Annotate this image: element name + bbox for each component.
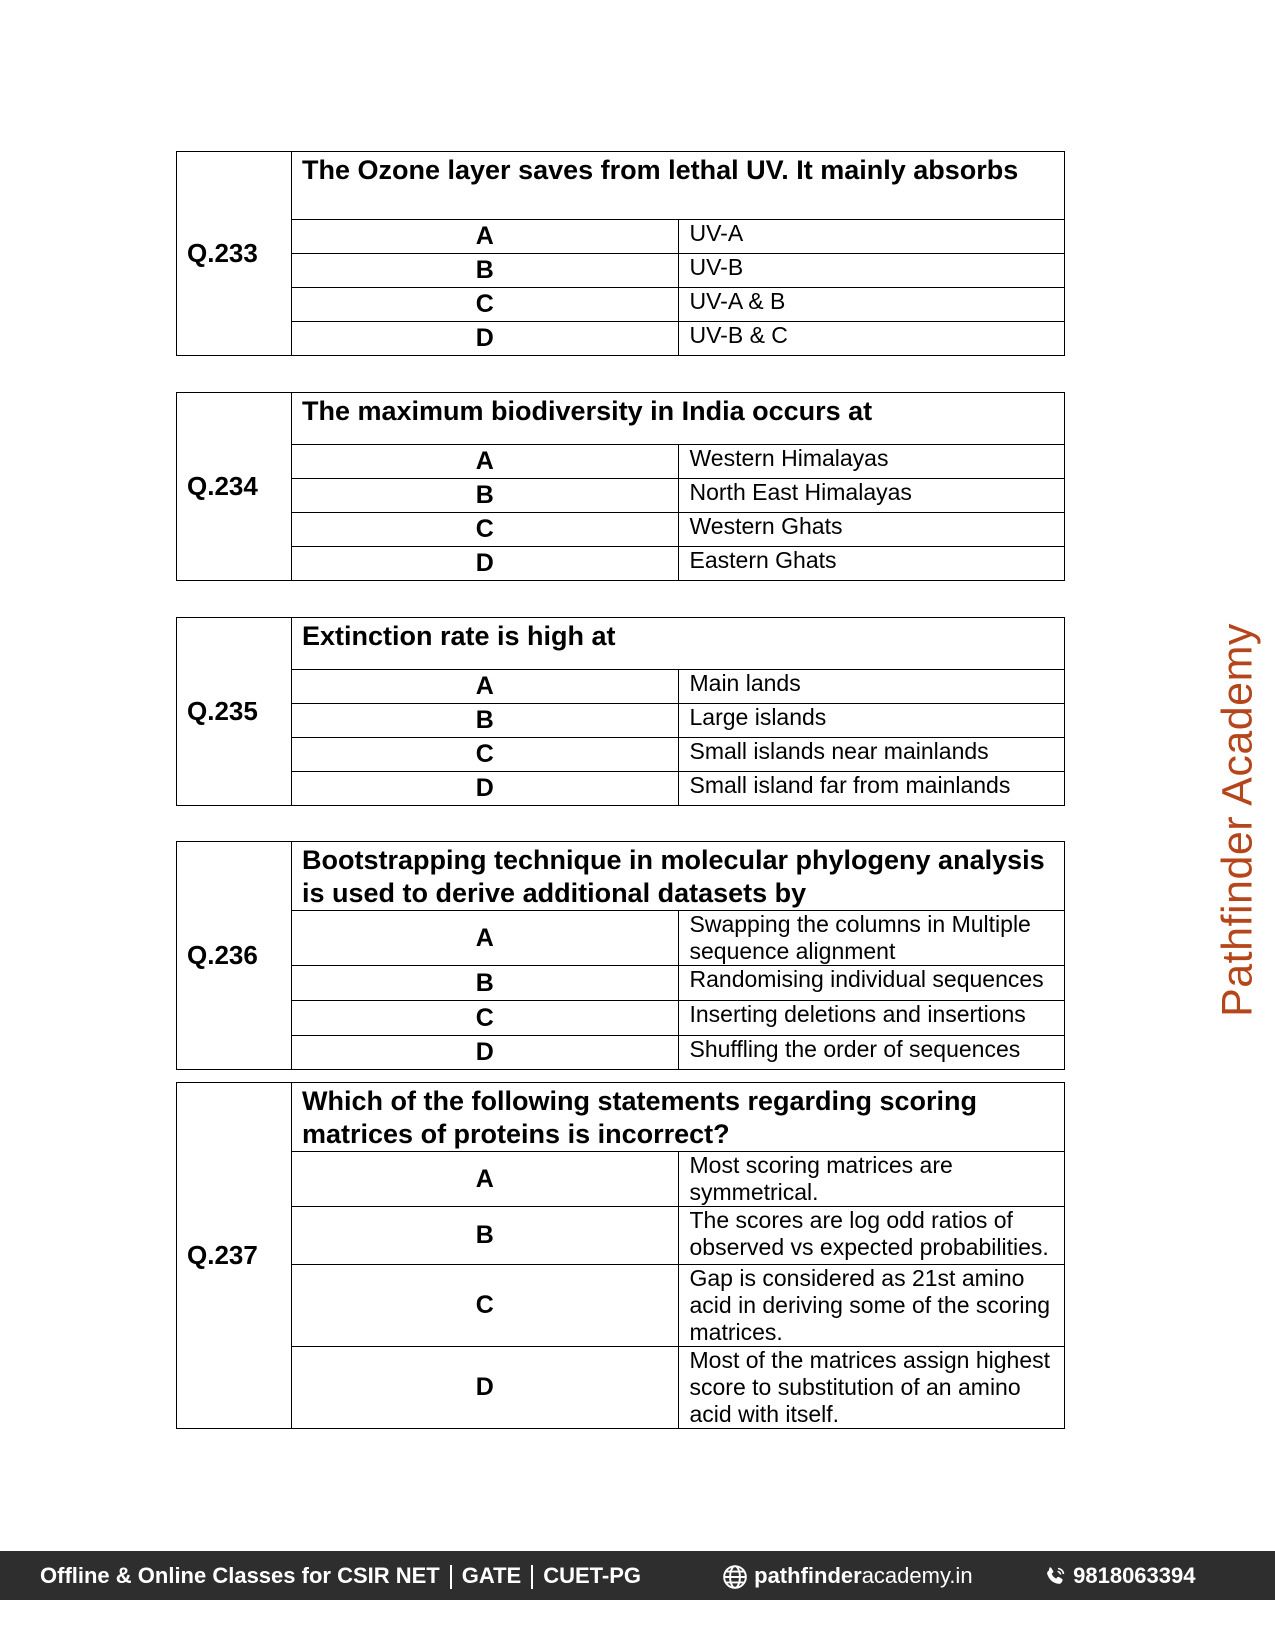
question-stem: Extinction rate is high at	[292, 618, 1065, 670]
footer-bar	[0, 1551, 1275, 1600]
option-text: Western Ghats	[678, 513, 1065, 547]
question-number: Q.237	[177, 1083, 292, 1429]
footer-phone[interactable]	[1043, 1551, 1195, 1600]
option-text: Inserting deletions and insertions	[678, 1001, 1065, 1036]
question-block	[176, 617, 1065, 806]
option-text: Large islands	[678, 704, 1065, 738]
option-text: Most of the matrices assign highest score to substitution of an amino acid with itself.	[678, 1347, 1065, 1429]
option-text: Gap is considered as 21st amino acid in deriving some of the scoring matrices.	[678, 1265, 1065, 1347]
option-text: Randomising individual sequences	[678, 966, 1065, 1001]
option-letter: B	[292, 1207, 679, 1265]
divider	[450, 1565, 452, 1589]
question-block	[176, 151, 1065, 356]
option-text: UV-A & B	[678, 288, 1065, 322]
site-rest: academy.in	[861, 1563, 973, 1588]
option-letter: C	[292, 513, 679, 547]
question-number: Q.233	[177, 152, 292, 356]
option-letter: A	[292, 911, 679, 966]
phone-icon	[1043, 1563, 1073, 1588]
option-letter: D	[292, 547, 679, 581]
question-number: Q.235	[177, 618, 292, 806]
question-stem: The maximum biodiversity in India occurs at	[292, 393, 1065, 445]
option-letter: D	[292, 1347, 679, 1429]
footer-tagline	[40, 1551, 641, 1600]
option-letter: B	[292, 966, 679, 1001]
option-letter: A	[292, 1152, 679, 1207]
site-bold: pathfinder	[754, 1563, 862, 1588]
option-text: Small island far from mainlands	[678, 772, 1065, 806]
question-block	[176, 1082, 1065, 1429]
option-text: Eastern Ghats	[678, 547, 1065, 581]
option-text: North East Himalayas	[678, 479, 1065, 513]
watermark-text: Pathfinder Academy	[1213, 623, 1262, 1017]
phone-number[interactable]: 9818063394	[1073, 1563, 1196, 1588]
option-text: Shuffling the order of sequences	[678, 1036, 1065, 1070]
option-text: UV-B	[678, 254, 1065, 288]
question-block	[176, 392, 1065, 581]
globe-icon	[722, 1563, 754, 1588]
exam-gate: GATE	[461, 1563, 522, 1588]
question-stem: Bootstrapping technique in molecular phylogeny analysis is used to derive additional datasets by	[292, 842, 1065, 911]
option-letter: B	[292, 254, 679, 288]
option-text: UV-A	[678, 220, 1065, 254]
option-letter: C	[292, 738, 679, 772]
question-stem: Which of the following statements regarding scoring matrices of proteins is incorrect?	[292, 1083, 1065, 1152]
option-letter: C	[292, 288, 679, 322]
option-text: Western Himalayas	[678, 445, 1065, 479]
option-letter: C	[292, 1001, 679, 1036]
option-text: Small islands near mainlands	[678, 738, 1065, 772]
divider	[531, 1565, 533, 1589]
question-stem: The Ozone layer saves from lethal UV. It mainly absorbs	[292, 152, 1065, 220]
option-letter: B	[292, 704, 679, 738]
exam-cuet: CUET-PG	[543, 1563, 642, 1588]
option-letter: D	[292, 1036, 679, 1070]
option-letter: B	[292, 479, 679, 513]
option-letter: D	[292, 772, 679, 806]
option-text: UV-B & C	[678, 322, 1065, 356]
option-text: The scores are log odd ratios of observed vs expected probabilities.	[678, 1207, 1065, 1265]
website-link[interactable]	[754, 1563, 972, 1588]
tagline-text: Offline & Online Classes for CSIR NET	[40, 1563, 440, 1588]
question-block	[176, 841, 1065, 1070]
option-text: Most scoring matrices are symmetrical.	[678, 1152, 1065, 1207]
option-text: Main lands	[678, 670, 1065, 704]
option-letter: A	[292, 445, 679, 479]
option-letter: A	[292, 670, 679, 704]
option-text: Swapping the columns in Multiple sequence alignment	[678, 911, 1065, 966]
option-letter: D	[292, 322, 679, 356]
question-number: Q.236	[177, 842, 292, 1070]
question-number: Q.234	[177, 393, 292, 581]
option-letter: C	[292, 1265, 679, 1347]
option-letter: A	[292, 220, 679, 254]
footer-website[interactable]	[722, 1551, 973, 1600]
